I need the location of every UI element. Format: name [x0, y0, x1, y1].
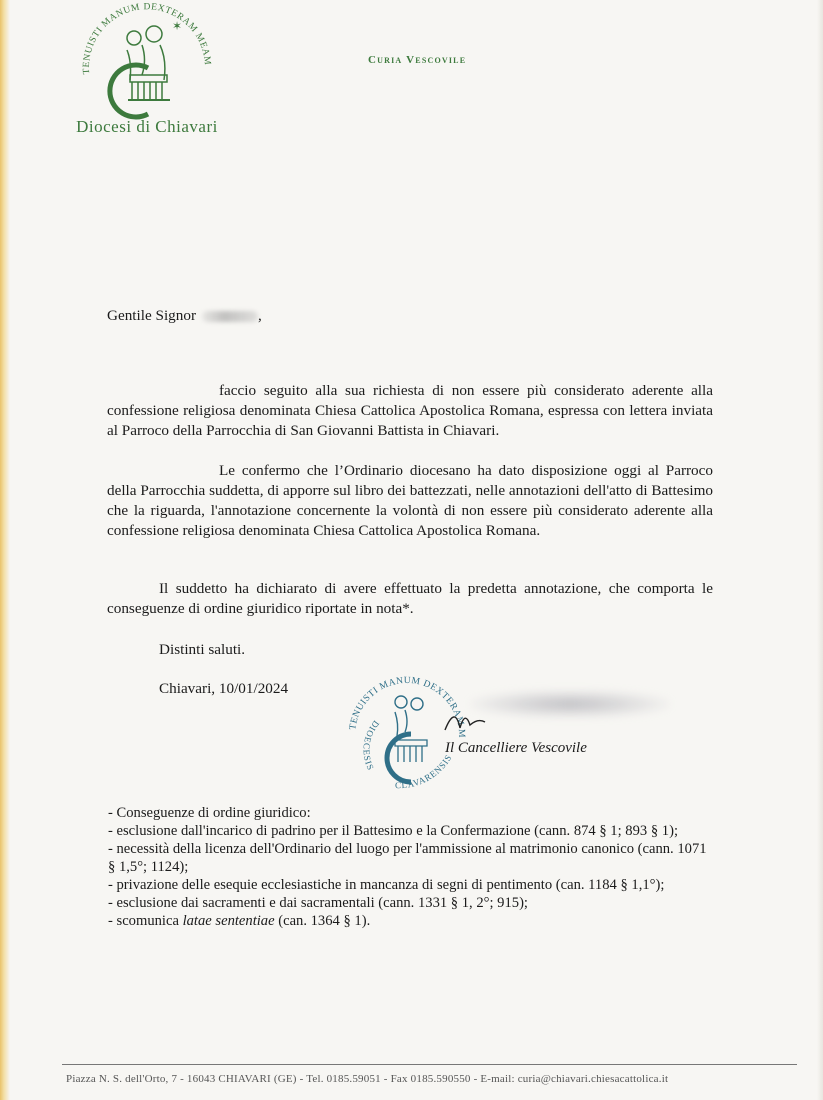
note-item	[108, 876, 708, 894]
office-title: Curia Vescovile	[368, 54, 467, 66]
diocese-name: Diocesi di Chiavari	[76, 117, 218, 136]
seal-text-left: DIOECESIS	[361, 718, 382, 773]
svg-text:DIOECESIS	[361, 719, 381, 773]
paragraph-1-text: faccio seguito alla sua richiesta di non essere più considerato aderente alla confessione religiosa denominata Chiesa Cattolica Apostolica Romana, espressa con lettera inviata al Parroco della Parrocchia di San Giovanni Battista in Chiavari.	[107, 382, 713, 439]
note-item	[108, 894, 708, 912]
redacted-name	[202, 311, 258, 322]
page-edge-shadow	[0, 0, 10, 1100]
place-date: Chiavari, 10/01/2024	[159, 680, 289, 697]
footer-address: Piazza N. S. dell'Orto, 7 - 16043 CHIAVARI (GE) - Tel. 0185.59051 - Fax 0185.590550 - E-mail: curia@chiavari.chiesacattolica.it	[66, 1073, 669, 1085]
note-item	[108, 822, 708, 840]
notes-title: - Conseguenze di ordine giuridico:	[108, 805, 311, 821]
note-text: - scomunica	[108, 913, 183, 929]
note-item	[108, 840, 708, 876]
note-text: - esclusione dall'incarico di padrino per il Battesimo e la Confermazione (cann. 874 § 1; 893 § 1);	[108, 823, 678, 839]
note-text: - privazione delle esequie ecclesiastiche in mancanza di segni di pentimento (can. 1184 § 1,1°);	[108, 877, 665, 893]
legal-notes	[108, 804, 708, 930]
svg-text:✶: ✶	[172, 19, 183, 33]
page-edge-right	[817, 0, 823, 1100]
paragraph-2	[107, 461, 713, 541]
redacted-signature	[470, 690, 670, 718]
note-item	[108, 912, 708, 930]
paragraph-1	[107, 381, 713, 441]
seal-text-bottom: CLAVARENSIS	[394, 752, 454, 791]
salutation: Gentile Signor	[107, 307, 197, 324]
diocese-emblem-icon	[72, 0, 222, 120]
logo-motto: TENUISTI MANUM DEXTERAM MEAM	[81, 2, 213, 75]
diocese-logo	[62, 0, 232, 145]
paragraph-3-text: Il suddetto ha dichiarato di avere effettuato la predetta annotazione, che comporta le conseguenze di ordine giuridico riportate in nota*.	[107, 580, 713, 617]
paragraph-3	[107, 579, 713, 619]
note-text-tail: (can. 1364 § 1).	[274, 913, 371, 929]
note-italic-term: latae sententiae	[182, 913, 275, 929]
notes-list	[108, 822, 708, 930]
note-text: - necessità della licenza dell'Ordinario del luogo per l'ammissione al matrimonio canonico (cann. 1071 § 1,5°; 1124);	[108, 841, 707, 875]
seal-motto: TENUISTI MANUM DEXTERAM M	[348, 675, 467, 739]
closing: Distinti saluti.	[159, 641, 246, 658]
salutation-comma: ,	[258, 307, 262, 324]
footer-rule	[62, 1064, 797, 1065]
paragraph-2-text: Le confermo che l’Ordinario diocesano ha dato disposizione oggi al Parroco della Parrocchia suddetta, di apporre sul libro dei battezzati, nelle annotazioni dell'atto di Battesimo che la riguarda, l'annotazione concernente la volontà di non essere più considerato aderente alla confessione religiosa denominata Chiesa Cattolica Apostolica Romana.	[107, 462, 713, 539]
signatory-title: Il Cancelliere Vescovile	[445, 740, 587, 756]
signature-scribble-icon	[440, 700, 500, 740]
salutation-line	[107, 306, 262, 326]
note-text: - esclusione dai sacramenti e dai sacramentali (cann. 1331 § 1, 2°; 915);	[108, 895, 528, 911]
